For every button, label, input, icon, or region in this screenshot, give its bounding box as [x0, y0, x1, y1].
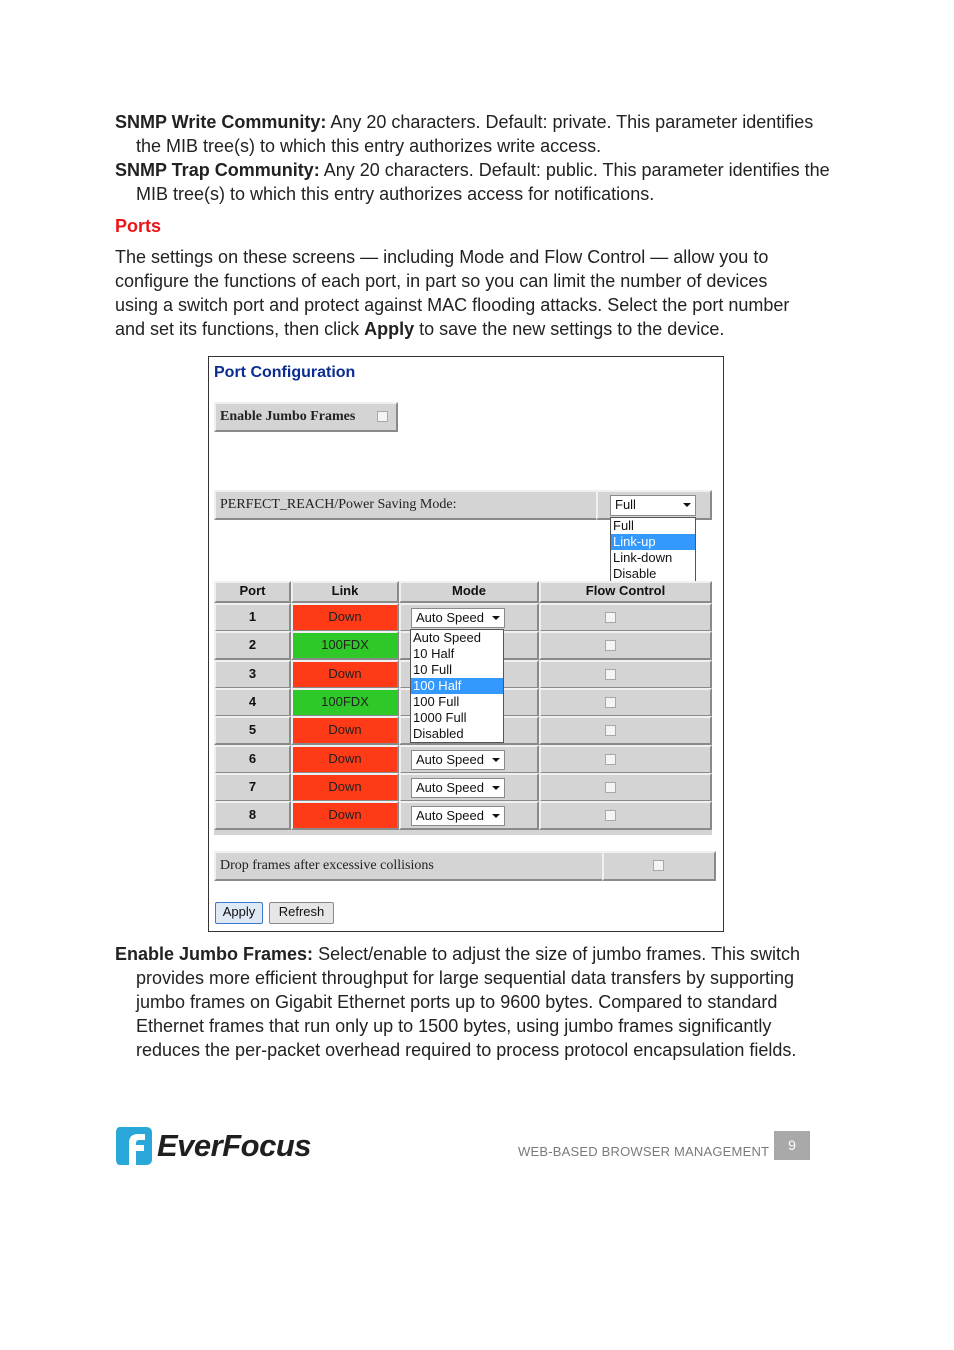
column-header-mode: Mode [399, 581, 539, 603]
mode-option[interactable]: 100 Full [413, 694, 460, 709]
port-table [214, 581, 712, 835]
flow-control-cell [539, 688, 712, 717]
perfect-reach-option[interactable]: Disable [613, 566, 657, 581]
flow-control-cell [539, 801, 712, 830]
snmp-trap-desc: Any 20 characters. Default: public. This parameter identifies the MIB tree(s) to which this entry authorizes access for notifications. [136, 160, 830, 204]
mode-cell [399, 773, 539, 802]
mode-option[interactable]: 1000 Full [413, 710, 467, 725]
chevron-down-icon [492, 616, 500, 620]
flow-control-cell [539, 631, 712, 660]
perfect-reach-option[interactable]: Link-down [613, 550, 673, 565]
chevron-down-icon [492, 758, 500, 762]
mode-option[interactable]: Disabled [413, 726, 464, 741]
flow-control-checkbox[interactable] [605, 782, 616, 793]
perfect-reach-select[interactable] [610, 495, 696, 516]
perfect-reach-selected: Full [615, 497, 636, 512]
link-status: Down [291, 660, 399, 689]
jumbo-frames-label: Enable Jumbo Frames [220, 409, 356, 424]
mode-selected: Auto Speed [416, 808, 484, 824]
mode-option[interactable]: 100 Half [411, 678, 503, 694]
port-number: 4 [214, 688, 291, 717]
ports-text: The settings on these screens — including Mode and Flow Control — allow you to configure the functions of each port, in part so you can limit the number of devices using a switch port and protect against MAC flooding attacks. Select the port number and set its functions, then click [115, 247, 790, 339]
apply-button[interactable]: Apply [215, 902, 263, 924]
perfect-reach-dropdown [610, 517, 696, 583]
mode-cell [399, 745, 539, 774]
flow-control-cell [539, 745, 712, 774]
mode-dropdown [410, 629, 504, 743]
flow-control-checkbox[interactable] [605, 810, 616, 821]
flow-control-checkbox[interactable] [605, 669, 616, 680]
chevron-down-icon [683, 503, 691, 507]
jumbo-frames-desc: Select/enable to adjust the size of jumbo frames. This switch provides more efficient throughput for large sequential data transfers by supporting jumbo frames on Gigabit Ethernet ports up to 9600 bytes. Compared to standard Ethernet frames that run only up to 1500 bytes, using jumbo frames significantly reduces the per-packet overhead required to process protocol encapsulation fields. [136, 944, 800, 1060]
port-number: 1 [214, 603, 291, 632]
jumbo-frames-paragraph [115, 942, 836, 1062]
flow-control-checkbox[interactable] [605, 612, 616, 623]
flow-control-cell [539, 603, 712, 632]
flow-control-cell [539, 660, 712, 689]
jumbo-frames-term: Enable Jumbo Frames: [115, 944, 314, 964]
column-header-link: Link [291, 581, 399, 603]
mode-option[interactable]: 10 Full [413, 662, 453, 677]
mode-select[interactable] [411, 778, 505, 798]
link-status: Down [291, 745, 399, 774]
port-number: 5 [214, 716, 291, 745]
mode-select[interactable] [411, 608, 505, 628]
flow-control-checkbox[interactable] [605, 697, 616, 708]
mode-option[interactable]: 10 Half [413, 646, 455, 661]
port-number: 8 [214, 801, 291, 830]
flow-control-checkbox[interactable] [605, 725, 616, 736]
mode-selected: Auto Speed [416, 751, 484, 767]
drop-frames-checkbox[interactable] [653, 860, 664, 871]
mode-select[interactable] [411, 806, 505, 826]
flow-control-cell [539, 773, 712, 802]
port-number: 2 [214, 631, 291, 660]
link-status: Down [291, 801, 399, 830]
mode-select[interactable] [411, 750, 505, 770]
column-header-flow: Flow Control [539, 581, 712, 603]
mode-option[interactable]: Auto Speed [413, 630, 481, 645]
flow-control-checkbox[interactable] [605, 640, 616, 651]
port-configuration-screenshot [208, 356, 724, 932]
drop-frames-value-cell [602, 851, 716, 881]
link-status: Down [291, 603, 399, 632]
port-number: 7 [214, 773, 291, 802]
snmp-trap-term: SNMP Trap Community: [115, 160, 320, 180]
everfocus-logo-icon [116, 1127, 152, 1165]
ports-text-end: to save the new settings to the device. [414, 319, 725, 339]
snmp-write-desc: Any 20 characters. Default: private. This parameter identifies the MIB tree(s) to which this entry authorizes write access. [136, 112, 814, 156]
ports-paragraph [115, 245, 805, 341]
mode-cell [399, 603, 539, 632]
perfect-reach-option[interactable]: Link-up [611, 534, 695, 550]
jumbo-frames-checkbox[interactable] [377, 411, 388, 422]
flow-control-cell [539, 716, 712, 745]
jumbo-frames-box [214, 402, 398, 432]
page-title: Port Configuration [214, 364, 356, 381]
chevron-down-icon [492, 814, 500, 818]
snmp-write-term: SNMP Write Community: [115, 112, 327, 132]
footer-section-title: WEB-BASED BROWSER MANAGEMENT [518, 1144, 770, 1159]
perfect-reach-option[interactable]: Full [613, 518, 634, 533]
drop-frames-label-cell [214, 851, 604, 881]
perfect-reach-label-cell [214, 490, 598, 520]
link-status: 100FDX [291, 688, 399, 717]
link-status: 100FDX [291, 631, 399, 660]
port-number: 6 [214, 745, 291, 774]
brand-logo-text: EverFocus [157, 1128, 312, 1163]
link-status: Down [291, 716, 399, 745]
mode-cell [399, 801, 539, 830]
ports-heading: Ports [115, 216, 162, 236]
drop-frames-label: Drop frames after excessive collisions [220, 858, 434, 873]
perfect-reach-label: PERFECT_REACH/Power Saving Mode: [220, 497, 457, 512]
port-number: 3 [214, 660, 291, 689]
snmp-trap-paragraph [115, 158, 836, 206]
chevron-down-icon [492, 786, 500, 790]
mode-selected: Auto Speed [416, 779, 484, 795]
flow-control-checkbox[interactable] [605, 754, 616, 765]
snmp-write-paragraph [115, 110, 836, 158]
ports-apply-term: Apply [364, 319, 415, 339]
refresh-button[interactable]: Refresh [269, 902, 334, 924]
mode-selected: Auto Speed [416, 610, 484, 625]
column-header-port: Port [214, 581, 291, 603]
link-status: Down [291, 773, 399, 802]
page-number: 9 [774, 1131, 810, 1160]
